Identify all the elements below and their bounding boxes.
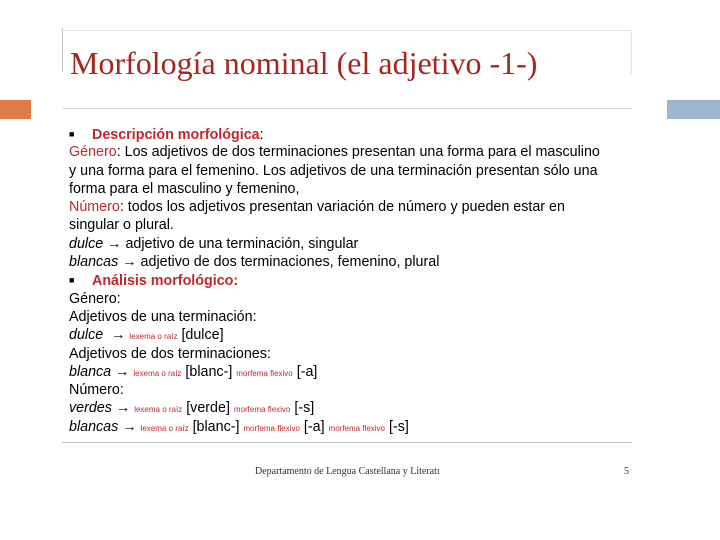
title-right-rule [631, 30, 632, 74]
anal-dos-term: Adjetivos de dos terminaciones: [69, 345, 271, 362]
arrow-icon: → [107, 235, 122, 252]
slide-body [69, 125, 639, 436]
footer-rule [62, 442, 632, 443]
arrow-icon: → [111, 327, 126, 344]
anal-genero: Género: [69, 290, 121, 307]
genero-line-1: Género: Los adjetivos de dos terminaciones presentan una forma para el masculino [69, 144, 600, 161]
anal-blancas: blancas → lexema o raíz [blanc-] morfema flexivo [-a] morfema flexivo [-s] [69, 418, 409, 435]
anal-dulce: dulce → lexema o raíz [dulce] [69, 327, 224, 344]
accent-block-blue [667, 100, 720, 119]
bullet-icon: ■ [69, 275, 75, 286]
accent-block-orange [0, 100, 31, 119]
slide-title: Morfología nominal (el adjetivo -1-) [70, 45, 538, 81]
arrow-icon: → [122, 418, 137, 435]
anal-heading: Análisis morfológico: [92, 273, 239, 290]
arrow-icon: → [115, 400, 131, 417]
anal-blanca: blanca → lexema o raíz [blanc-] morfema flexivo [-a] [69, 363, 318, 380]
numero-label: Número [69, 199, 120, 216]
desc-heading-line: ■ Descripción morfológica: [69, 127, 264, 143]
example-dulce: dulce → adjetivo de una terminación, singular [69, 235, 359, 252]
genero-line-2: y una forma para el femenino. Los adjetivos de una terminación presentan sólo una [69, 162, 598, 179]
arrow-icon: → [122, 254, 137, 271]
bullet-icon: ■ [69, 129, 75, 139]
title-left-rule [62, 28, 63, 72]
genero-label: Género [69, 144, 117, 161]
title-top-rule [62, 30, 632, 31]
example-blancas: blancas → adjetivo de dos terminaciones, femenino, plural [69, 254, 440, 271]
desc-heading: Descripción morfológica [92, 127, 260, 143]
numero-line-1: Número: todos los adjetivos presentan variación de número y pueden estar en [69, 199, 565, 216]
footer-text: Departamento de Lengua Castellana y Literatı [255, 466, 440, 477]
anal-numero: Número: [69, 382, 124, 399]
numero-line-2: singular o plural. [69, 217, 174, 234]
anal-una-term: Adjetivos de una terminación: [69, 308, 257, 325]
arrow-icon: → [115, 363, 130, 380]
page-number: 5 [624, 466, 629, 477]
anal-verdes: verdes → lexema o raíz [verde] morfema flexivo [-s] [69, 400, 315, 417]
anal-heading-line [69, 271, 639, 289]
genero-line-3: forma para el masculino y femenino, [69, 180, 300, 197]
title-separator [62, 108, 632, 109]
